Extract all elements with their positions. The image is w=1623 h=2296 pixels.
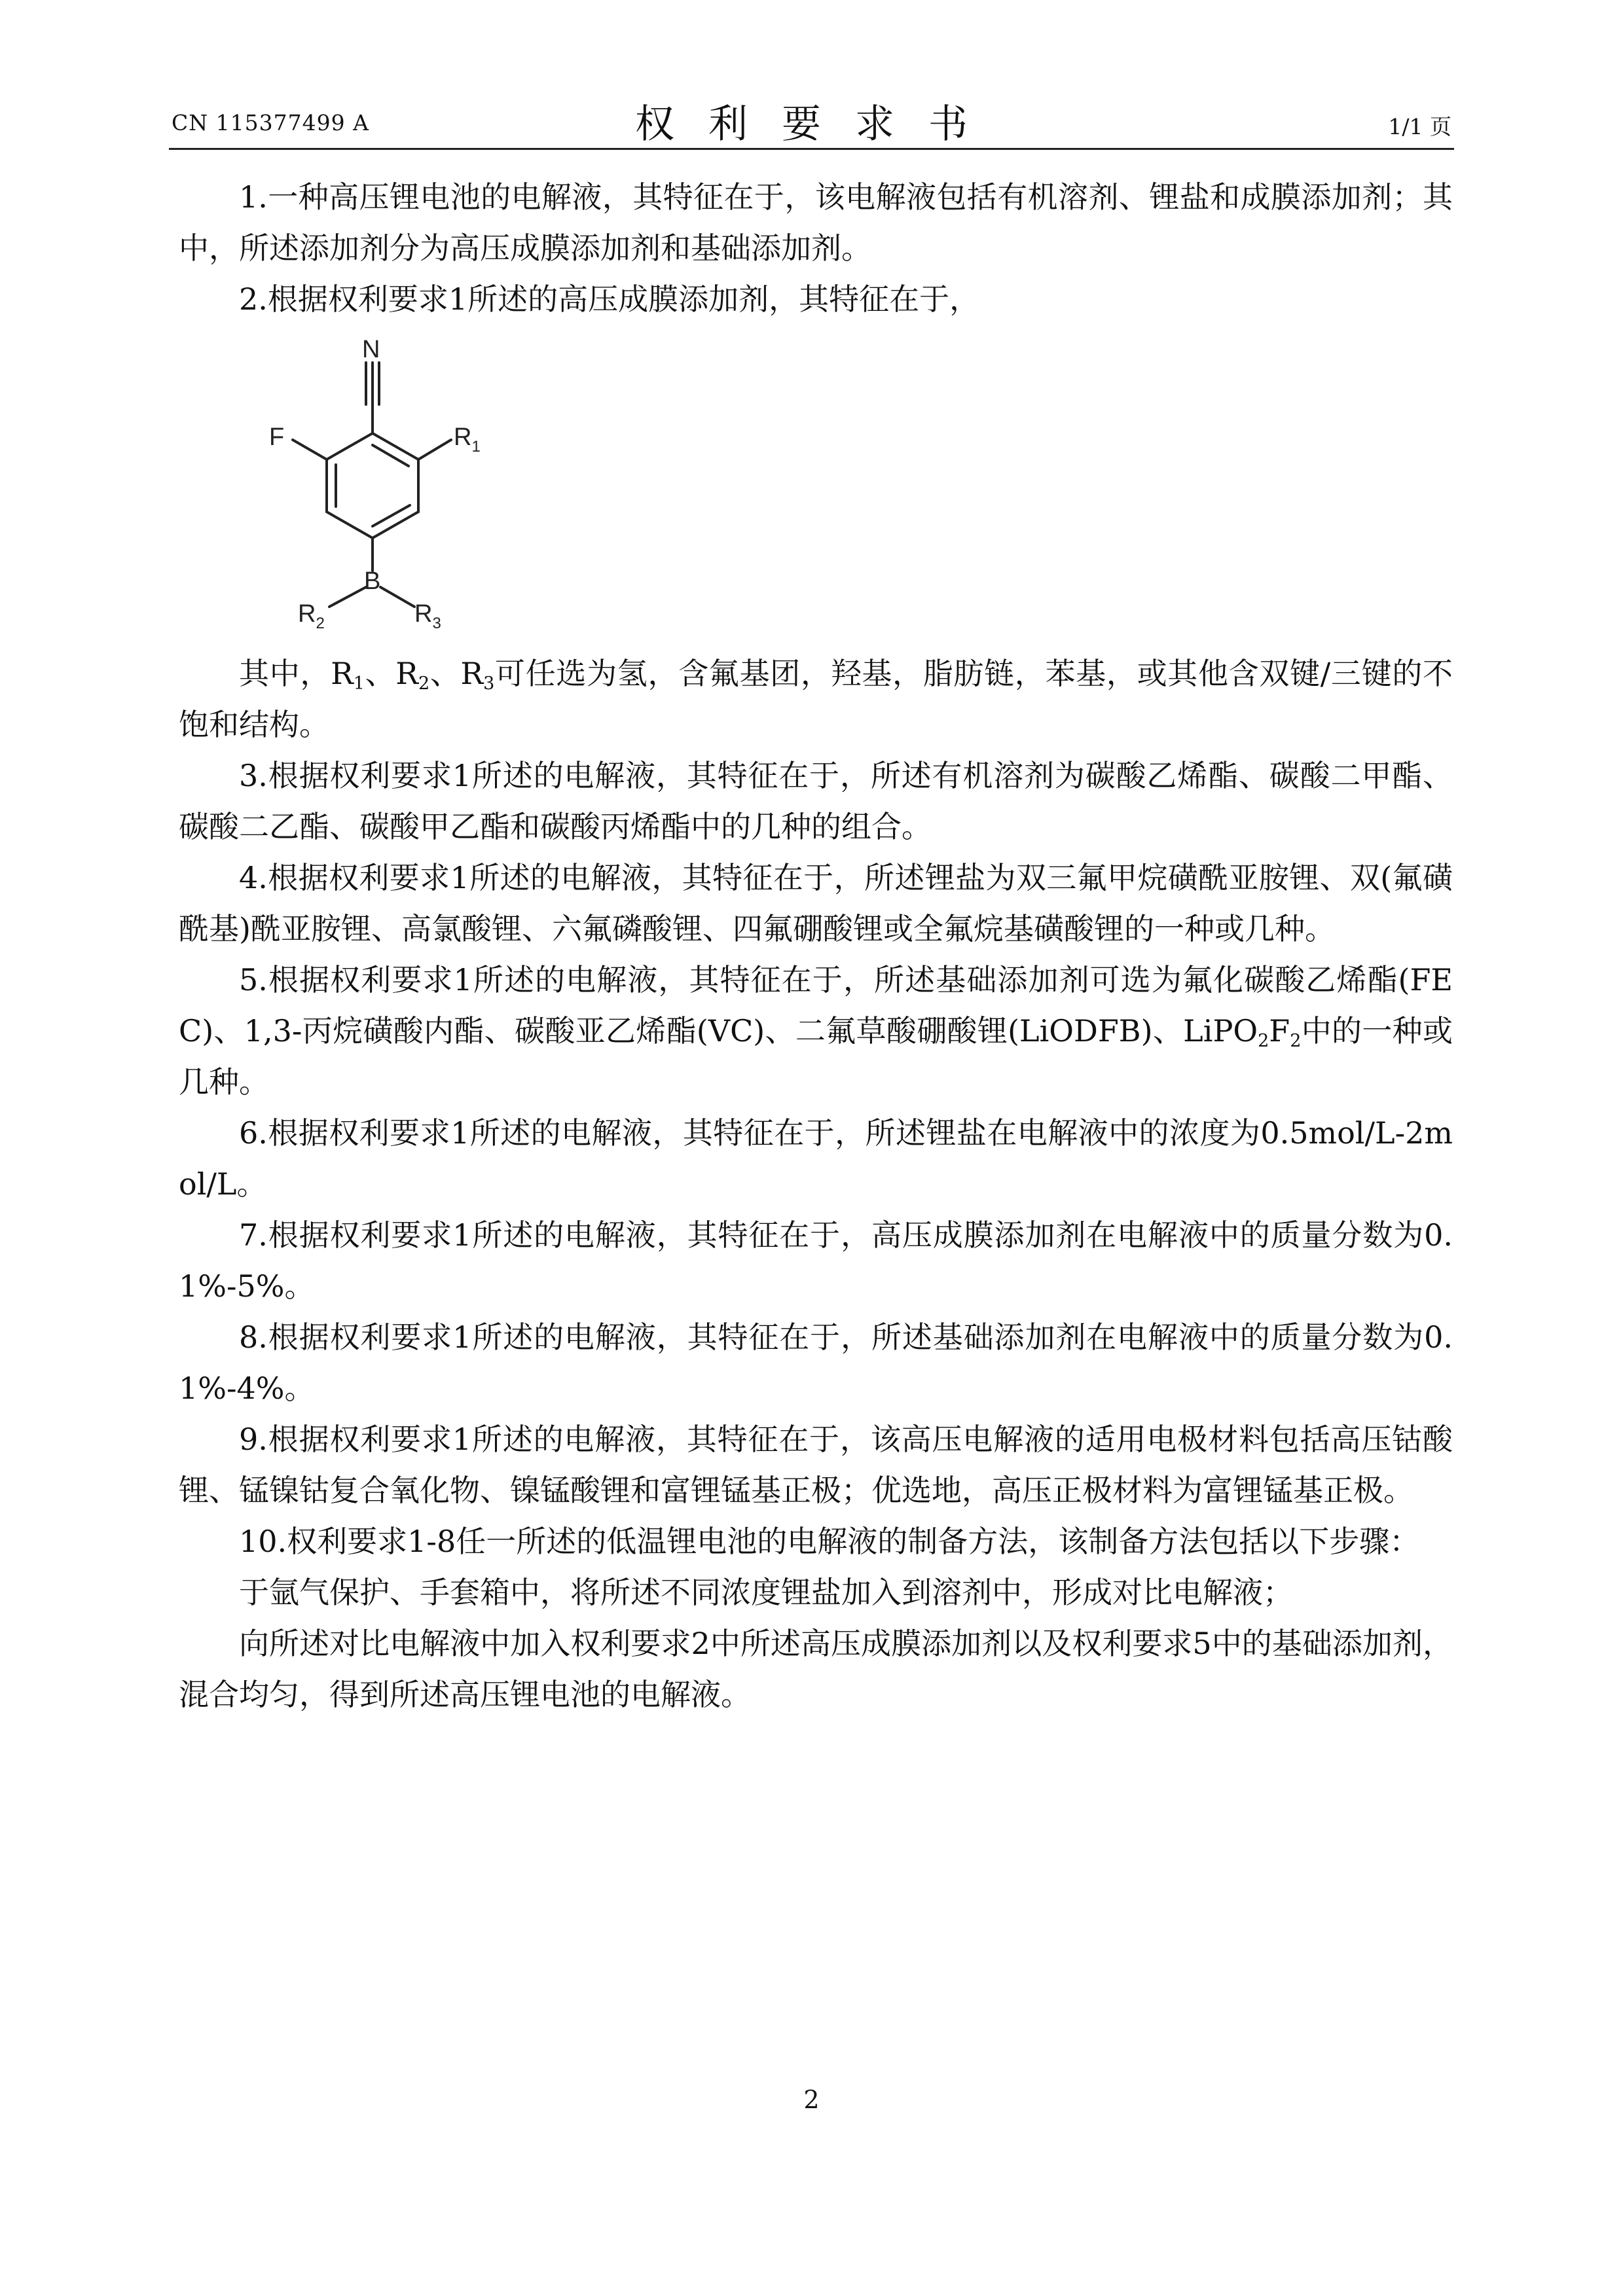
document-title: 权利要求书 xyxy=(635,101,1002,147)
boron-label: B xyxy=(364,567,381,595)
claim-10: 10.权利要求1-8任一所述的低温锂电池的电解液的制备方法，该制备方法包括以下步骤： xyxy=(239,1524,1420,1559)
r3-label: $R_3$ xyxy=(414,600,441,632)
chemical-structure xyxy=(179,329,1453,643)
claim-2: 2.根据权利要求1所述的高压成膜添加剂，其特征在于， xyxy=(239,281,980,317)
claim-10-step-1: 于氩气保护、手套箱中，将所述不同浓度锂盐加入到溶剂中，形成对比电解液； xyxy=(239,1575,1293,1610)
r2-label: $R_2$ xyxy=(298,600,325,632)
claim-8: 8.根据权利要求1所述的电解液，其特征在于，所述基础添加剂在电解液中的质量分数为0.1%-4%。 xyxy=(179,1319,1453,1406)
page-indicator: 1/1 页 xyxy=(1388,114,1451,139)
claim-1: 1.一种高压锂电池的电解液，其特征在于，该电解液包括有机溶剂、锂盐和成膜添加剂；其中，所述添加剂分为高压成膜添加剂和基础添加剂。 xyxy=(179,179,1453,266)
r1-label: $R_1$ xyxy=(454,423,481,456)
publication-number: CN 115377499 A xyxy=(172,110,369,135)
claims-body xyxy=(179,171,1453,1720)
claim-2-definitions: 其中，$R_1$、$R_2$、$R_3$可任选为氢，含氟基团，羟基，脂肪链，苯基，或其他含双键/三键的不饱和结构。 xyxy=(179,656,1453,742)
claim-7: 7.根据权利要求1所述的电解液，其特征在于，高压成膜添加剂在电解液中的质量分数为0.1%-5%。 xyxy=(179,1217,1453,1304)
claim-6: 6.根据权利要求1所述的电解液，其特征在于，所述锂盐在电解液中的浓度为0.5mol/L-2mol/L。 xyxy=(179,1115,1453,1202)
fluorine-label: F xyxy=(269,423,285,451)
header-rule xyxy=(169,148,1454,150)
claim-4: 4.根据权利要求1所述的电解液，其特征在于，所述锂盐为双三氟甲烷磺酰亚胺锂、双(氟磺酰基)酰亚胺锂、高氯酸锂、六氟磷酸锂、四氟硼酸锂或全氟烷基磺酸锂的一种或几种。 xyxy=(179,860,1453,946)
page-number: 2 xyxy=(803,2085,820,2114)
claim-3: 3.根据权利要求1所述的电解液，其特征在于，所述有机溶剂为碳酸乙烯酯、碳酸二甲酯、碳酸二乙酯、碳酸甲乙酯和碳酸丙烯酯中的几种的组合。 xyxy=(179,758,1453,844)
claim-10-step-2: 向所述对比电解液中加入权利要求2中所述高压成膜添加剂以及权利要求5中的基础添加剂，混合均匀，得到所述高压锂电池的电解液。 xyxy=(179,1626,1453,1712)
claim-5: 5.根据权利要求1所述的电解液，其特征在于，所述基础添加剂可选为氟化碳酸乙烯酯(FEC)、1,3-丙烷磺酸内酯、碳酸亚乙烯酯(VC)、二氟草酸硼酸锂(LiODFB)、$LiPO_2F_2$中的一种或几种。 xyxy=(179,962,1453,1100)
page-header xyxy=(0,0,1623,151)
nitrogen-label: N xyxy=(362,336,380,363)
structure-diagram xyxy=(238,329,513,643)
claim-9: 9.根据权利要求1所述的电解液，其特征在于，该高压电解液的适用电极材料包括高压钴酸锂、锰镍钴复合氧化物、镍锰酸锂和富锂锰基正极；优选地，高压正极材料为富锂锰基正极。 xyxy=(179,1422,1453,1508)
